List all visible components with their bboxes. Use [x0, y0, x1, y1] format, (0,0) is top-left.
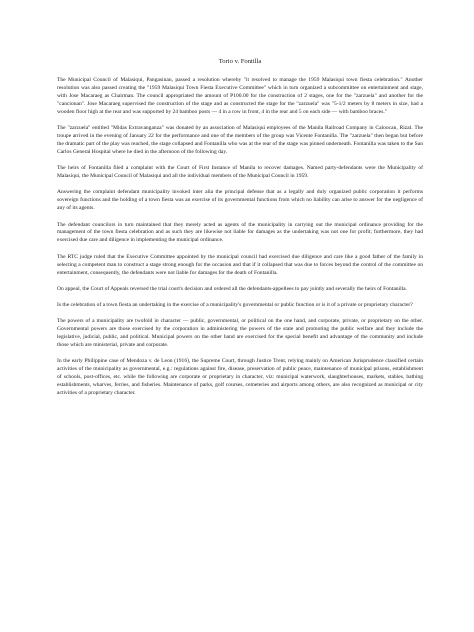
paragraph-rtc-ruling: The RTC judge ruled that the Executive Committee appointed by the municipal council had exercised due diligence and care like a good father of the family in selecting a competent man to construct a stage strong enough for the occasion and that if it collapsed that was due to forces beyond the control of the committee on entertainment, consequently, the defendants were not liable for damages for the death of Fontanilla. — [57, 253, 423, 276]
paragraph-issue: Is the celebration of a town fiesta an undertaking in the exercise of a municipality's governmental or public function or is it of a private or proprietary character? — [57, 302, 413, 309]
paragraph-powers: The powers of a municipality are twofold in character — public, governmental, or political on the one hand, and corporate, private, or proprietary on the other. Governmental powers are those exercised by the corporation in administering the powers of the state and promoting the public welfare and they include the legislative, judicial, public, and political. Municipal powers on the other hand are exercised for the special benefit and advantage of the community and include those which are ministerial, private and corporate. — [57, 318, 423, 349]
document-title: Torio v. Fontilla — [218, 58, 262, 65]
paragraph-facts-collapse: The "zarzuela" entitled "Midas Extravanganza" was donated by an association of Malasiqui employees of the Manila Railroad Company in Caloocan, Rizal. The troupe arrived in the evening of January 22 for the performance and one of the members of the group was Vicente Fontanilla. The "zarzuela" then began but before the dramatic part of the play was reached, the stage collapsed and Fontanilla who was at the rear of the stage was pinned underneath. Fontanilla was taken to the San Carlos General Hospital where he died in the afternoon of the following day. — [57, 125, 423, 155]
paragraph-councilors-defense: The defendant councilors in turn maintained that they merely acted as agents of the municipality in carrying out the municipal ordinance providing for the management of the town fiesta celebration and as such they are likewise not liable for damages as the undertaking was not one for profit; furthermore, they had exercised due care and diligence in implementing the municipal ordinance. — [57, 221, 423, 244]
document-page — [57, 58, 423, 407]
paragraph-facts-resolution: The Municipal Council of Malasiqui, Pangasinan, passed a resolution whereby "it resolved to manage the 1959 Malasiqui town fiesta celebration." Another resolution was also passed creating the "1959 Malasiqui Town Fiesta Executive Committee" which in turn organized a subcommittee on entertainment and stage, with Jose Macaraeg as Chairman. The council appropriated the amount of P100.00 for the construction of 2 stages, one for the "zarzuela" and another for the "cancionan". Jose Macaraeg supervised the construction of the stage and as constructed the stage for the "zarzuela" was "5-1/2 meters by 8 meters in size, had a wooden floor high at the rear and was supported by 24 bamboo posts — 4 in a row in front, 4 in the rear and 5 on each side — with bamboo braces." — [57, 77, 423, 115]
paragraph-mendoza-case: In the early Philippine case of Mendoza v. de Leon (1916), the Supreme Court, through Justice Trent, relying mainly on American Jurisprudence classified certain activities of the municipality as governmental, e.g.: regulations against fire, disease, preservation of public peace, maintenance of municipal prisons, establishment of schools, post-offices, etc. while the following are corporate or proprietary in character, viz: municipal waterwork, slaughterhouses, markets, stables, bathing establishments, wharves, ferries, and fisheries. Maintenance of parks, golf courses, cemeteries and airports among others, are also recognized as municipal or city activities of a proprietary character. — [57, 358, 423, 397]
paragraph-complaint: The heirs of Fontanilla filed a complaint with the Court of First Instance of Manila to recover damages. Named party-defendants were the Municipality of Malasiqui, the Municipal Council of Malasiqui and all the individual members of the Municipal Council in 1959. — [57, 165, 423, 180]
paragraph-municipality-defense: Answering the complaint defendant municipality invoked inter alia the principal defense that as a legally and duly organized public corporation it performs sovereign functions and the holding of a town fiesta was an exercise of its governmental functions from which no liability can arise to answer for the negligence of any of its agents. — [57, 189, 423, 212]
paragraph-appeal: On appeal, the Court of Appeals reversed the trial court's decision and ordered all the defendants-appellees to pay jointly and severally the heirs of Fontanilla. — [57, 285, 408, 292]
